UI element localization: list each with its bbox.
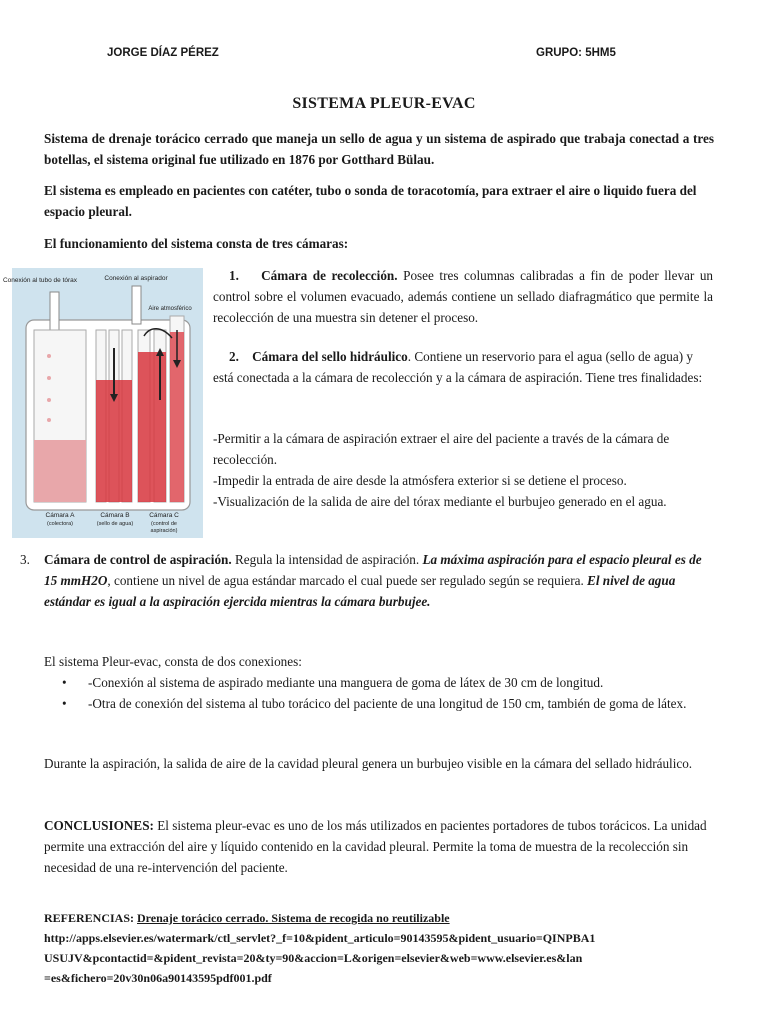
connection-item-2: • -Otra de conexión del sistema al tubo torácico del paciente de una longitud de 150 cm, también de goma de látex. — [44, 693, 694, 714]
author-name: JORGE DÍAZ PÉREZ — [107, 47, 219, 59]
group-label: GRUPO: 5HM5 — [536, 47, 616, 59]
connection-item-1: • -Conexión al sistema de aspirado mediante una manguera de goma de látex de 30 cm de longitud. — [44, 672, 694, 693]
conclusions-label: CONCLUSIONES: — [44, 818, 154, 833]
conclusions-text: El sistema pleur-evac es uno de los más utilizados en pacientes portadores de tubos torácicos. La unidad permite una extracción del aire y líquido contenido en la cavidad pleural. Permite la toma de muestra de la recolección sin necesidad de una re-intervención del paciente. — [44, 818, 707, 875]
reference-url-line-3[interactable]: =es&fichero=20v30n06a90143595pdf001.pdf — [44, 971, 272, 985]
page-title: SISTEMA PLEUR-EVAC — [292, 95, 476, 112]
item-2-num: 2. — [229, 349, 239, 364]
purpose-2: -Impedir la entrada de aire desde la atmósfera exterior si se detiene el proceso. — [213, 473, 627, 488]
conclusions — [44, 815, 720, 878]
chamber-c-sub1: (control de — [151, 521, 177, 527]
item-2-purposes — [213, 428, 713, 512]
aspiration-paragraph: Durante la aspiración, la salida de aire de la cavidad pleural genera un burbujeo visible en la cámara del sellado hidráulico. — [44, 756, 693, 771]
item-3-emph1: La máxima aspiración para el espacio pleural es de 15 mmH2O — [44, 552, 702, 588]
intro-paragraph-2: El sistema es empleado en pacientes con catéter, tubo o sonda de toracotomía, para extraer el aire o liquido fuera del espacio pleural. — [44, 183, 697, 219]
references-label: REFERENCIAS: — [44, 911, 138, 925]
reference-url-line-1[interactable]: http://apps.elsevier.es/watermark/ctl_servlet?_f=10&pident_articulo=90143595&pident_usuario=QINPBA1 — [44, 931, 596, 945]
chamber-a-sub: (colectora) — [47, 521, 73, 527]
item-3-emph2: El nivel de agua estándar es igual a la aspiración ejercida mientras la cámara burbujee. — [44, 573, 676, 609]
reference-url-line-2[interactable]: USUJV&pcontactid=&pident_revista=20&ty=90&accion=L&origen=elsevier&web=www.elsevier.es&lan — [44, 951, 583, 965]
item-2-text: . Contiene un reservorio para el agua (sello de agua) y está conectada a la cámara de recolección y a la cámara de aspiración. Tiene tres finalidades: — [213, 349, 703, 385]
chamber-c-fluid — [138, 352, 166, 502]
connections-list — [44, 672, 694, 714]
item-2-title: Cámara del sello hidráulico — [252, 349, 408, 364]
aspirator-connector — [132, 286, 141, 324]
item-3 — [44, 549, 714, 612]
item-1-num: 1. — [229, 268, 239, 283]
references — [44, 908, 744, 988]
item-1-title: Cámara de recolección. — [261, 268, 398, 283]
purpose-1: -Permitir a la cámara de aspiración extraer el aire del paciente a través de la cámara de recolección. — [213, 431, 670, 467]
purpose-3: -Visualización de la salida de aire del tórax mediante el burbujeo generado en el agua. — [213, 494, 667, 509]
item-1 — [213, 265, 713, 328]
chamber-b-sub: (sello de agua) — [96, 521, 134, 527]
item-1-text: Posee tres columnas calibradas a fin de poder llevar un control sobre el volumen evacuado, además contiene un sellado diafragmático que permite la recolección de una muestra sin detener el proceso. — [213, 268, 714, 325]
reference-title-link[interactable]: Drenaje torácico cerrado. Sistema de recogida no reutilizable — [137, 911, 450, 925]
label-aspirator: Conexión al aspirador — [104, 275, 168, 282]
chamber-a-fluid — [34, 440, 86, 502]
label-atmos: Aire atmosférico — [148, 306, 192, 312]
intro-paragraph-1: Sistema de drenaje torácico cerrado que maneja un sello de agua y un sistema de aspirado que trabaja conectad a tres botellas, el sistema original fue utilizado en 1876 por Gotthard Bülau. — [44, 131, 714, 167]
item-3-text2: , contiene un nivel de agua estándar marcado el cual puede ser regulado según se requiera. — [107, 573, 588, 588]
intro-paragraph-3: El funcionamiento del sistema consta de tres cámaras: — [44, 236, 349, 251]
chamber-b-label: Cámara B — [100, 512, 130, 519]
item-3-text1: Regula la intensidad de aspiración. — [231, 552, 423, 567]
chamber-c-sub2: aspiración) — [150, 528, 178, 534]
item-2 — [213, 346, 715, 388]
diagram-svg — [2, 268, 203, 538]
connections-intro: El sistema Pleur-evac, consta de dos conexiones: — [44, 654, 302, 669]
chamber-c-label: Cámara C — [149, 512, 179, 519]
item-3-num: 3. — [20, 552, 30, 567]
pleur-evac-diagram — [2, 268, 203, 538]
tube-connector — [50, 292, 59, 332]
item-3-title: Cámara de control de aspiración. — [44, 552, 232, 567]
chamber-a-label: Cámara A — [45, 512, 75, 519]
label-tube-line1: Conexión al tubo de tórax — [2, 277, 78, 284]
